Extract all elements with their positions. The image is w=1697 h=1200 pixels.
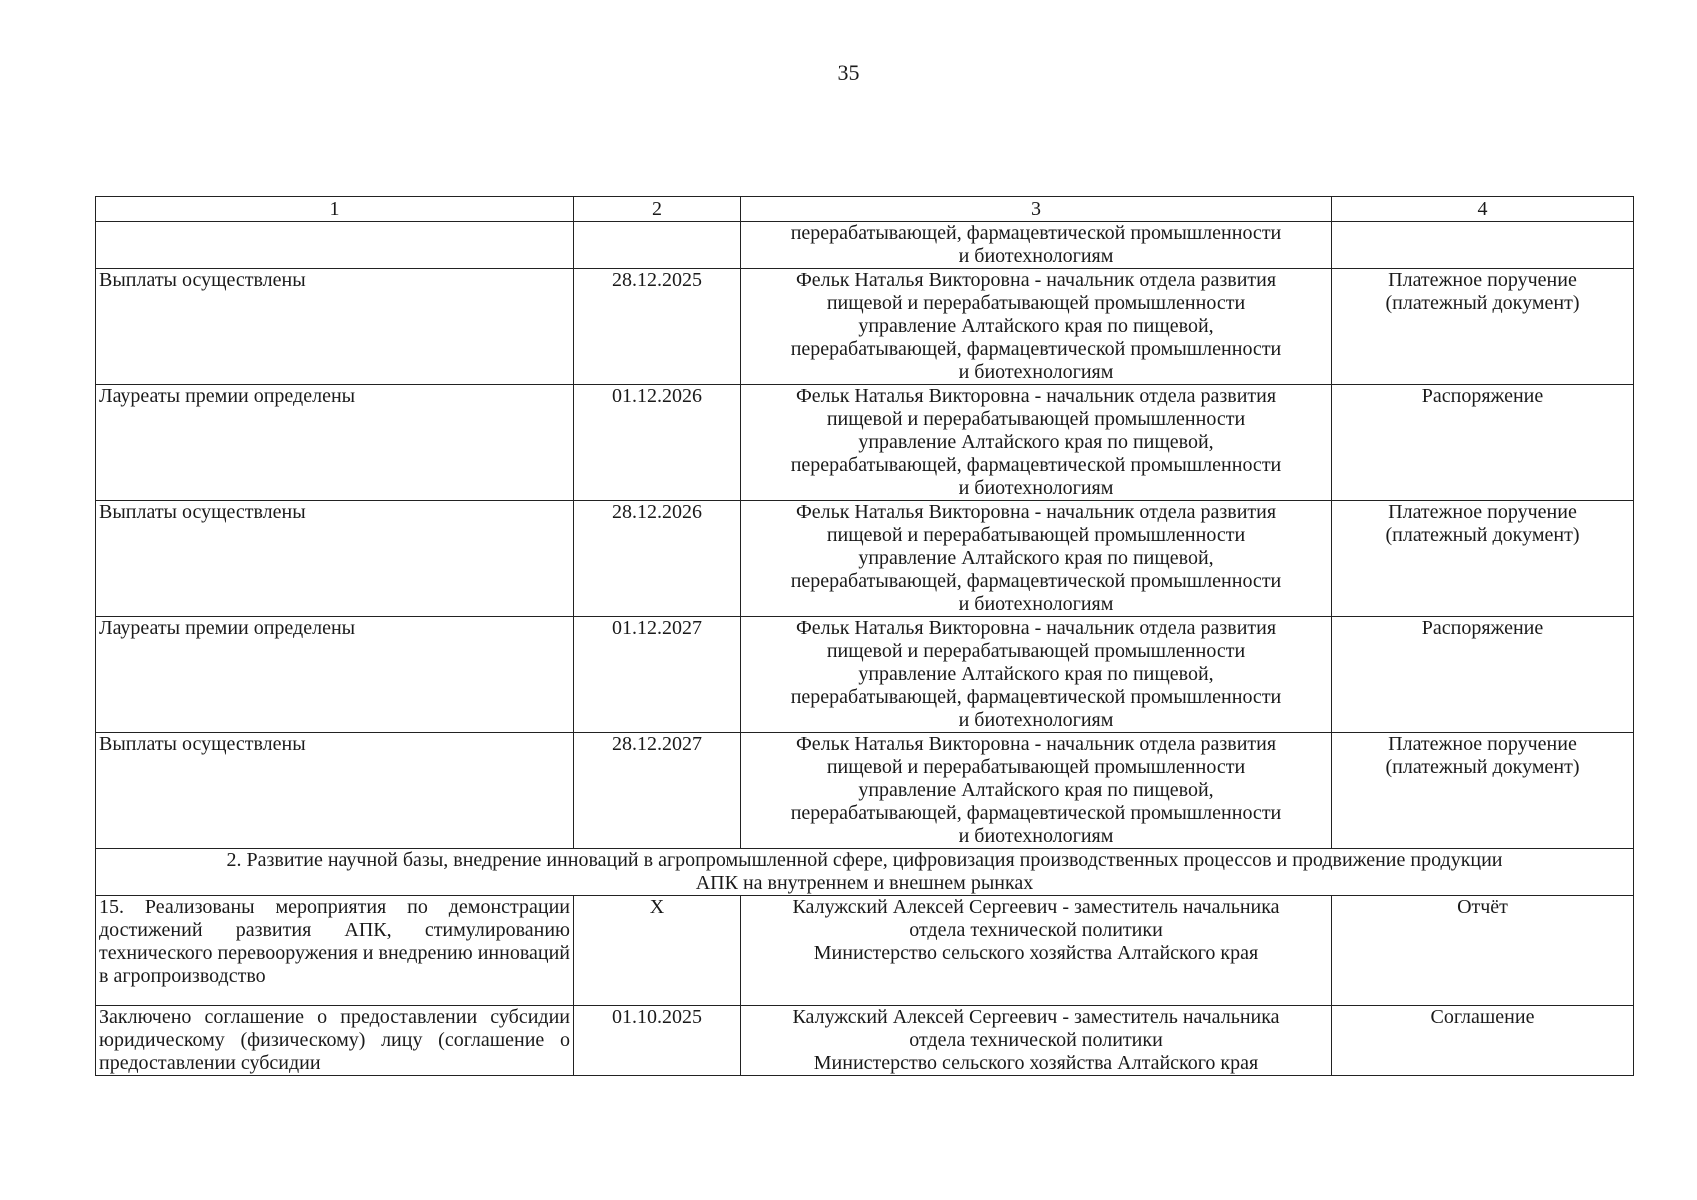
- responsible-line: и биотехнологиям: [958, 709, 1114, 731]
- responsible-line: перерабатывающей, фармацевтической промышленности: [790, 570, 1282, 592]
- responsible-line: перерабатывающей, фармацевтической промышленности: [790, 686, 1282, 708]
- date-cell: 28.12.2026: [574, 501, 741, 617]
- event-cell: 15. Реализованы мероприятия по демонстрации достижений развития АПК, стимулированию технического перевооружения и внедрению инноваций в агропроизводство: [96, 896, 574, 1006]
- document-cell: Отчёт: [1332, 896, 1634, 1006]
- section-heading-row: [96, 849, 1634, 896]
- document-line: (платежный документ): [1385, 292, 1580, 314]
- responsible-line: пищевой и перерабатывающей промышленности: [826, 640, 1246, 662]
- responsible-line: Калужский Алексей Сергеевич - заместитель начальника: [792, 1006, 1280, 1028]
- responsible-line: отдела технической политики: [909, 1029, 1163, 1051]
- document-line: Распоряжение: [1421, 617, 1544, 639]
- responsible-line: и биотехнологиям: [958, 593, 1114, 615]
- column-number: 2: [574, 197, 741, 222]
- responsible-line: Фельк Наталья Викторовна - начальник отдела развития: [795, 501, 1277, 523]
- document-line: (платежный документ): [1385, 524, 1580, 546]
- column-numbers-row: [96, 197, 1634, 222]
- table-row: [96, 617, 1634, 733]
- document-cell: [1332, 385, 1634, 501]
- date-cell: 01.12.2027: [574, 617, 741, 733]
- responsible-line: и биотехнологиям: [958, 361, 1114, 383]
- responsible-line: управление Алтайского края по пищевой,: [858, 663, 1214, 685]
- responsible-line: Фельк Наталья Викторовна - начальник отдела развития: [795, 733, 1277, 755]
- responsible-line: и биотехнологиям: [958, 245, 1114, 267]
- responsible-cell: [741, 617, 1332, 733]
- responsible-line: отдела технической политики: [909, 919, 1163, 941]
- date-cell: 01.12.2026: [574, 385, 741, 501]
- document-line: Платежное поручение: [1388, 501, 1577, 523]
- document-line: Платежное поручение: [1388, 269, 1577, 291]
- event-cell: [96, 222, 574, 269]
- document-cell: [1332, 733, 1634, 849]
- responsible-line: пищевой и перерабатывающей промышленности: [826, 756, 1246, 778]
- responsible-line: Калужский Алексей Сергеевич - заместитель начальника: [792, 896, 1280, 918]
- section-heading-line: АПК на внутреннем и внешнем рынках: [695, 872, 1034, 894]
- table-row: [96, 385, 1634, 501]
- document-line: (платежный документ): [1385, 756, 1580, 778]
- page-number: 35: [837, 60, 860, 85]
- responsible-line: и биотехнологиям: [958, 825, 1114, 847]
- responsible-cell: [741, 222, 1332, 269]
- event-cell: Заключено соглашение о предоставлении субсидии юридическому (физическому) лицу (соглашение о предоставлении субсидии: [96, 1006, 574, 1076]
- responsible-cell: [741, 501, 1332, 617]
- event-cell: Лауреаты премии определены: [96, 385, 574, 501]
- responsible-line: Фельк Наталья Викторовна - начальник отдела развития: [795, 269, 1277, 291]
- responsible-line: управление Алтайского края по пищевой,: [858, 779, 1214, 801]
- table-row: [96, 896, 1634, 1006]
- responsible-line: управление Алтайского края по пищевой,: [858, 431, 1214, 453]
- event-cell: Лауреаты премии определены: [96, 617, 574, 733]
- responsible-line: управление Алтайского края по пищевой,: [858, 315, 1214, 337]
- date-cell: 28.12.2025: [574, 269, 741, 385]
- document-cell: Соглашение: [1332, 1006, 1634, 1076]
- section-heading: [96, 849, 1634, 896]
- plan-table: [95, 196, 1634, 1076]
- responsible-cell: [741, 385, 1332, 501]
- column-number: 4: [1332, 197, 1634, 222]
- document-cell: [1332, 501, 1634, 617]
- responsible-line: управление Алтайского края по пищевой,: [858, 547, 1214, 569]
- responsible-cell: [741, 733, 1332, 849]
- responsible-line: перерабатывающей, фармацевтической промышленности: [790, 454, 1282, 476]
- responsible-line: Министерство сельского хозяйства Алтайского края: [813, 1052, 1259, 1074]
- document-cell: [1332, 617, 1634, 733]
- table-row: [96, 733, 1634, 849]
- document-cell: [1332, 269, 1634, 385]
- event-cell: Выплаты осуществлены: [96, 501, 574, 617]
- table-row: [96, 1006, 1634, 1076]
- document-line: Платежное поручение: [1388, 733, 1577, 755]
- responsible-line: Министерство сельского хозяйства Алтайского края: [813, 942, 1259, 964]
- responsible-cell: [741, 896, 1332, 1006]
- document-line: Распоряжение: [1421, 385, 1544, 407]
- column-number: 3: [741, 197, 1332, 222]
- responsible-line: перерабатывающей, фармацевтической промышленности: [790, 222, 1282, 244]
- responsible-line: пищевой и перерабатывающей промышленности: [826, 408, 1246, 430]
- responsible-cell: [741, 269, 1332, 385]
- responsible-line: пищевой и перерабатывающей промышленности: [826, 292, 1246, 314]
- responsible-cell: [741, 1006, 1332, 1076]
- table-row-continuation: [96, 222, 1634, 269]
- responsible-line: и биотехнологиям: [958, 477, 1114, 499]
- responsible-line: Фельк Наталья Викторовна - начальник отдела развития: [795, 385, 1277, 407]
- event-cell: Выплаты осуществлены: [96, 733, 574, 849]
- table-row: [96, 269, 1634, 385]
- document-cell: [1332, 222, 1634, 269]
- date-cell: Х: [574, 896, 741, 1006]
- responsible-line: перерабатывающей, фармацевтической промышленности: [790, 802, 1282, 824]
- date-cell: [574, 222, 741, 269]
- column-number: 1: [96, 197, 574, 222]
- date-cell: 01.10.2025: [574, 1006, 741, 1076]
- table-row: [96, 501, 1634, 617]
- section-heading-line: 2. Развитие научной базы, внедрение инноваций в агропромышленной сфере, цифровизация производственных процессов и продвижение продукции: [226, 849, 1503, 871]
- responsible-line: Фельк Наталья Викторовна - начальник отдела развития: [795, 617, 1277, 639]
- responsible-line: перерабатывающей, фармацевтической промышленности: [790, 338, 1282, 360]
- responsible-line: пищевой и перерабатывающей промышленности: [826, 524, 1246, 546]
- event-cell: Выплаты осуществлены: [96, 269, 574, 385]
- date-cell: 28.12.2027: [574, 733, 741, 849]
